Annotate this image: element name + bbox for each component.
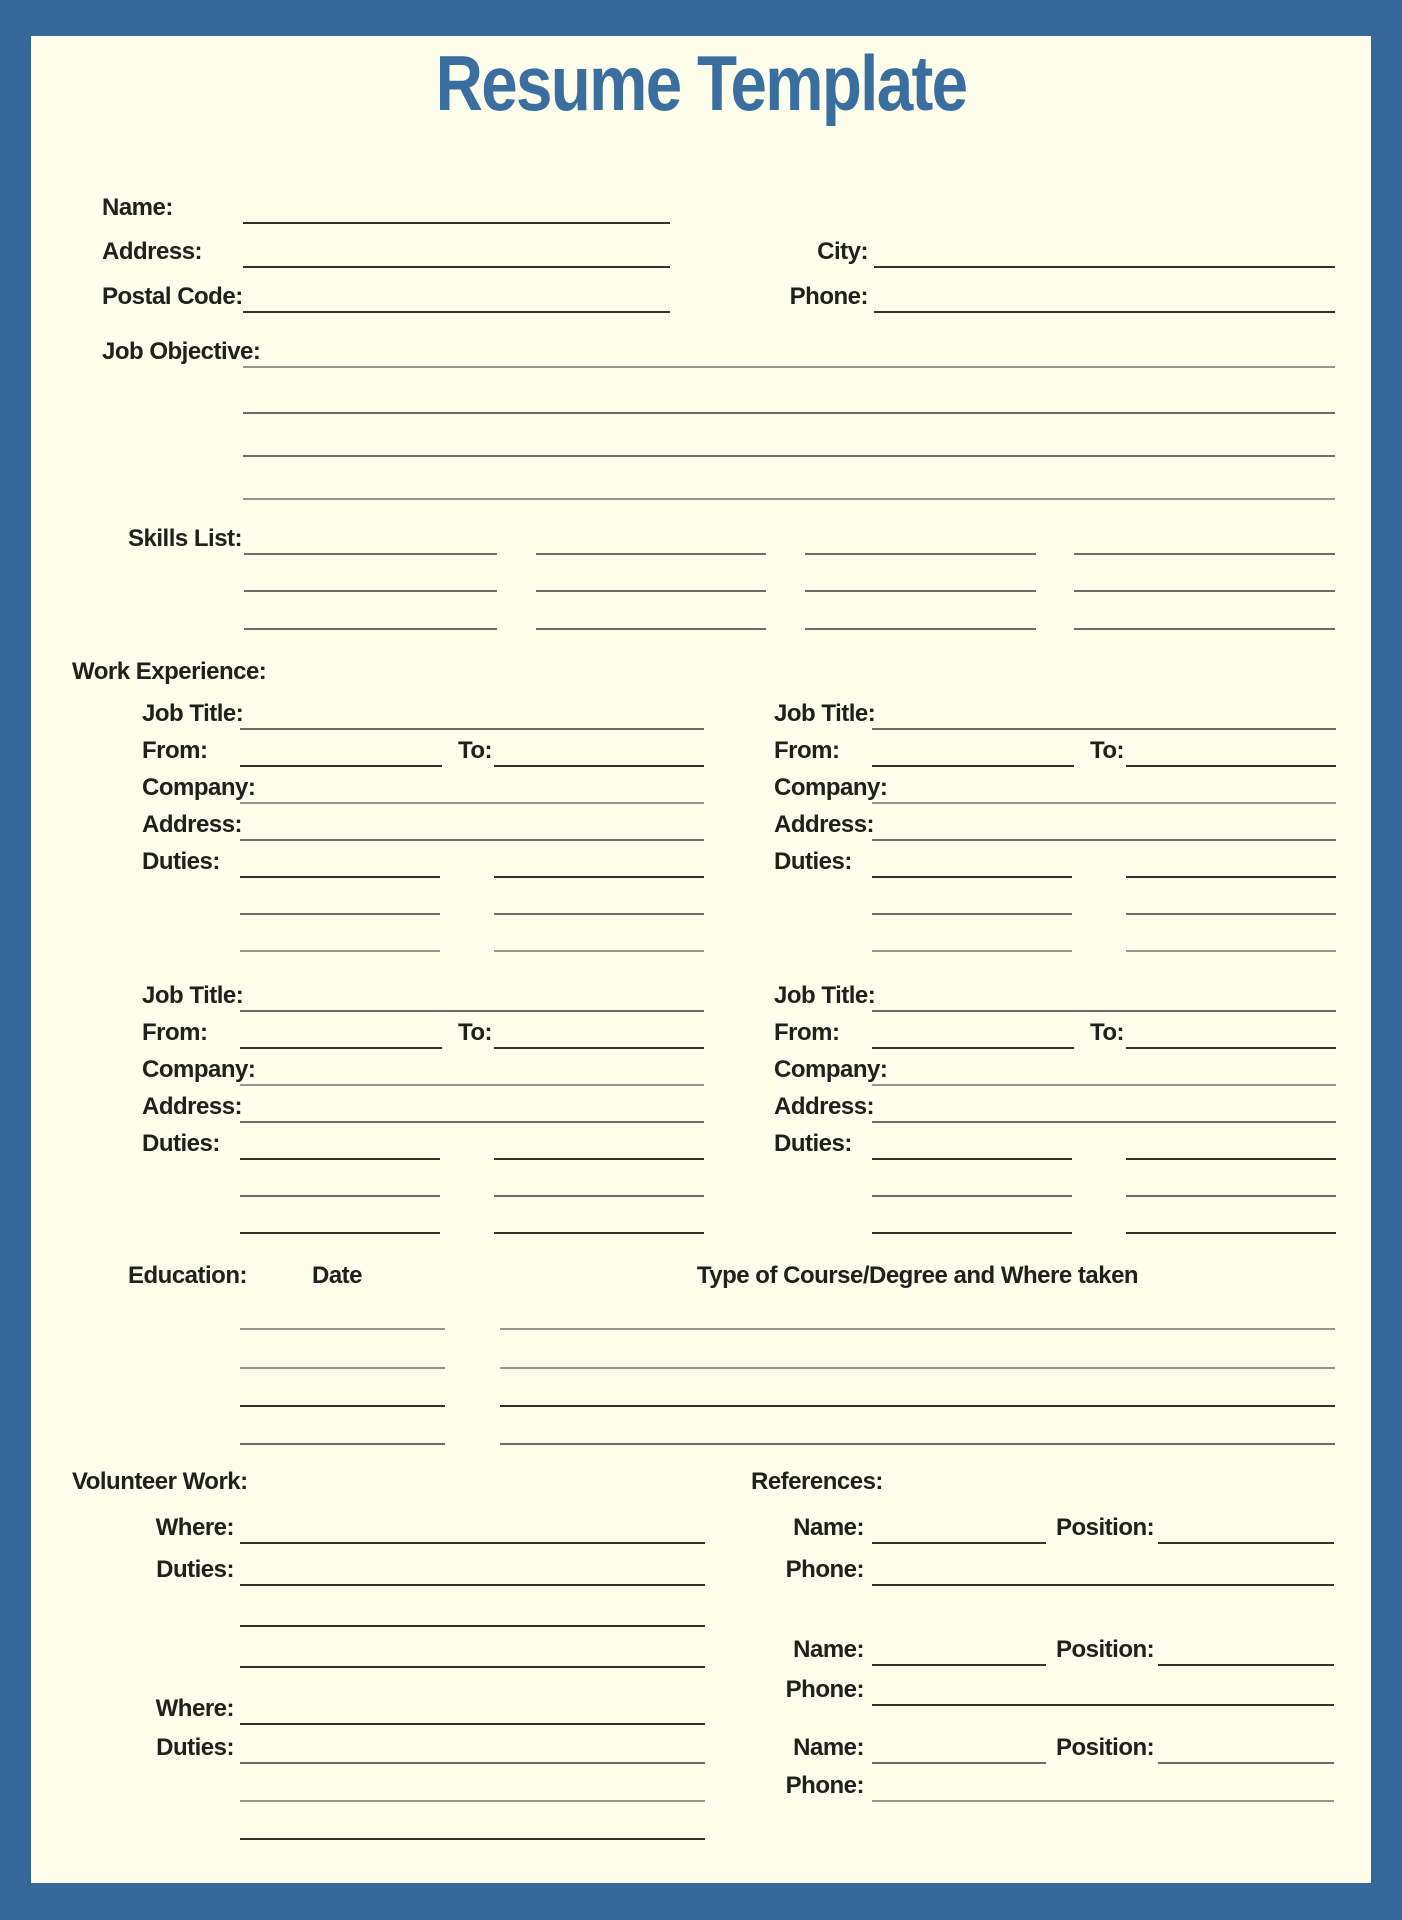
address-field-line[interactable] <box>243 266 670 268</box>
job3-duties-line-3a[interactable] <box>240 1232 440 1234</box>
reference3-position-label: Position: <box>1056 1734 1155 1761</box>
volunteer1-duties-line-3[interactable] <box>240 1666 705 1668</box>
job2-address-label: Address: <box>774 811 875 838</box>
phone-label: Phone: <box>789 283 868 310</box>
reference2-phone-label: Phone: <box>785 1676 864 1703</box>
volunteer2-duties-label: Duties: <box>156 1734 234 1761</box>
job4-title-label: Job Title: <box>774 982 876 1009</box>
job-objective-label: Job Objective: <box>102 338 261 365</box>
job4-duties-line-2a[interactable] <box>872 1195 1072 1197</box>
job1-title-label: Job Title: <box>142 700 244 727</box>
skills-line-r3c1[interactable] <box>244 628 497 630</box>
job3-duties-label: Duties: <box>142 1130 220 1157</box>
job4-duties-label: Duties: <box>774 1130 852 1157</box>
city-label: City: <box>817 238 868 265</box>
job4-from-line[interactable] <box>872 1047 1074 1049</box>
job-block-1 <box>0 700 705 958</box>
job2-duties-line-3a[interactable] <box>872 950 1072 952</box>
job1-address-label: Address: <box>142 811 243 838</box>
job3-duties-line-1a[interactable] <box>240 1158 440 1160</box>
job2-company-label: Company: <box>774 774 888 801</box>
job2-title-line[interactable] <box>872 728 1336 730</box>
education-date-line-3[interactable] <box>240 1405 445 1407</box>
job-objective-line-4[interactable] <box>243 498 1335 500</box>
job2-duties-line-1a[interactable] <box>872 876 1072 878</box>
education-course-header: Type of Course/Degree and Where taken <box>696 1262 1139 1289</box>
skills-line-r2c2[interactable] <box>536 590 766 592</box>
job2-title-label: Job Title: <box>774 700 876 727</box>
skills-line-r3c2[interactable] <box>536 628 766 630</box>
reference1-name-line[interactable] <box>872 1542 1046 1544</box>
job4-address-label: Address: <box>774 1093 875 1120</box>
volunteer2-duties-line-1[interactable] <box>240 1762 705 1764</box>
job1-company-label: Company: <box>142 774 256 801</box>
job4-duties-line-3b[interactable] <box>1126 1232 1336 1234</box>
education-label: Education: <box>128 1262 247 1289</box>
postal-code-label: Postal Code: <box>102 283 243 310</box>
reference3-name-line[interactable] <box>872 1762 1046 1764</box>
skills-line-r1c3[interactable] <box>805 553 1036 555</box>
job2-duties-line-3b[interactable] <box>1126 950 1336 952</box>
job4-duties-line-1b[interactable] <box>1126 1158 1336 1160</box>
job2-to-label: To: <box>1090 737 1125 764</box>
reference2-name-line[interactable] <box>872 1664 1046 1666</box>
reference3-phone-label: Phone: <box>785 1772 864 1799</box>
reference2-name-label: Name: <box>793 1636 864 1663</box>
reference1-position-line[interactable] <box>1158 1542 1334 1544</box>
address-label: Address: <box>102 238 203 265</box>
volunteer-work-section-label: Volunteer Work: <box>72 1468 248 1495</box>
job1-duties-label: Duties: <box>142 848 220 875</box>
name-field-line[interactable] <box>243 222 670 224</box>
skills-line-r1c4[interactable] <box>1074 553 1335 555</box>
skills-list-label: Skills List: <box>128 525 243 552</box>
volunteer2-where-line[interactable] <box>240 1723 705 1725</box>
job2-duties-label: Duties: <box>774 848 852 875</box>
skills-line-r1c2[interactable] <box>536 553 766 555</box>
job4-from-label: From: <box>774 1019 840 1046</box>
job-objective-line-1[interactable] <box>243 366 1335 368</box>
job2-from-label: From: <box>774 737 840 764</box>
job-block-3 <box>0 982 705 1240</box>
job1-duties-line-3a[interactable] <box>240 950 440 952</box>
job1-duties-line-2a[interactable] <box>240 913 440 915</box>
job4-company-line[interactable] <box>872 1084 1336 1086</box>
skills-line-r3c4[interactable] <box>1074 628 1335 630</box>
postal-code-field-line[interactable] <box>243 311 670 313</box>
volunteer1-duties-line-2[interactable] <box>240 1625 705 1627</box>
job-objective-line-3[interactable] <box>243 455 1335 457</box>
job-objective-line-2[interactable] <box>243 412 1335 414</box>
education-date-header: Date <box>312 1262 363 1289</box>
education-course-line-3[interactable] <box>500 1405 1335 1407</box>
job2-duties-line-1b[interactable] <box>1126 876 1336 878</box>
job1-to-label: To: <box>458 737 493 764</box>
reference2-position-line[interactable] <box>1158 1664 1334 1666</box>
job4-duties-line-3a[interactable] <box>872 1232 1072 1234</box>
job3-from-line[interactable] <box>240 1047 442 1049</box>
phone-field-line[interactable] <box>874 311 1335 313</box>
education-date-line-2[interactable] <box>240 1367 445 1369</box>
reference3-position-line[interactable] <box>1158 1762 1334 1764</box>
job2-company-line[interactable] <box>872 802 1336 804</box>
education-date-line-1[interactable] <box>240 1328 445 1330</box>
job3-duties-line-2a[interactable] <box>240 1195 440 1197</box>
volunteer1-where-label: Where: <box>155 1514 234 1541</box>
reference3-name-label: Name: <box>793 1734 864 1761</box>
education-date-line-4[interactable] <box>240 1443 445 1445</box>
city-field-line[interactable] <box>874 266 1335 268</box>
job2-from-line[interactable] <box>872 765 1074 767</box>
reference2-phone-line[interactable] <box>872 1704 1334 1706</box>
reference1-phone-line[interactable] <box>872 1584 1334 1586</box>
job4-company-label: Company: <box>774 1056 888 1083</box>
work-experience-section-label: Work Experience: <box>72 658 267 685</box>
job-block-4 <box>632 982 1337 1240</box>
job2-duties-line-2b[interactable] <box>1126 913 1336 915</box>
education-course-line-1[interactable] <box>500 1328 1335 1330</box>
references-section-label: References: <box>751 1468 883 1495</box>
skills-line-r3c3[interactable] <box>805 628 1036 630</box>
education-course-line-2[interactable] <box>500 1367 1335 1369</box>
job3-address-label: Address: <box>142 1093 243 1120</box>
job4-to-label: To: <box>1090 1019 1125 1046</box>
job-block-2 <box>632 700 1337 958</box>
reference1-name-label: Name: <box>793 1514 864 1541</box>
job4-to-line[interactable] <box>1126 1047 1336 1049</box>
job2-address-line[interactable] <box>872 839 1336 841</box>
job1-from-label: From: <box>142 737 208 764</box>
reference2-position-label: Position: <box>1056 1636 1155 1663</box>
job3-from-label: From: <box>142 1019 208 1046</box>
volunteer1-duties-label: Duties: <box>156 1556 234 1583</box>
job3-title-label: Job Title: <box>142 982 244 1009</box>
job2-duties-line-2a[interactable] <box>872 913 1072 915</box>
job3-company-label: Company: <box>142 1056 256 1083</box>
volunteer2-where-label: Where: <box>155 1695 234 1722</box>
job1-from-line[interactable] <box>240 765 442 767</box>
reference1-phone-label: Phone: <box>785 1556 864 1583</box>
volunteer1-where-line[interactable] <box>240 1542 705 1544</box>
volunteer2-duties-line-2[interactable] <box>240 1800 705 1802</box>
job4-address-line[interactable] <box>872 1121 1336 1123</box>
skills-line-r2c1[interactable] <box>244 590 497 592</box>
job4-duties-line-2b[interactable] <box>1126 1195 1336 1197</box>
job4-duties-line-1a[interactable] <box>872 1158 1072 1160</box>
paper-sheet <box>31 36 1371 1883</box>
skills-line-r1c1[interactable] <box>244 553 497 555</box>
volunteer1-duties-line-1[interactable] <box>240 1584 705 1586</box>
reference3-phone-line[interactable] <box>872 1800 1334 1802</box>
education-course-line-4[interactable] <box>500 1443 1335 1445</box>
skills-line-r2c4[interactable] <box>1074 590 1335 592</box>
job3-to-label: To: <box>458 1019 493 1046</box>
volunteer2-duties-line-3[interactable] <box>240 1838 705 1840</box>
job4-title-line[interactable] <box>872 1010 1336 1012</box>
reference1-position-label: Position: <box>1056 1514 1155 1541</box>
page-title: Resume Template <box>435 39 967 127</box>
job1-duties-line-1a[interactable] <box>240 876 440 878</box>
name-label: Name: <box>102 194 173 221</box>
skills-line-r2c3[interactable] <box>805 590 1036 592</box>
job2-to-line[interactable] <box>1126 765 1336 767</box>
